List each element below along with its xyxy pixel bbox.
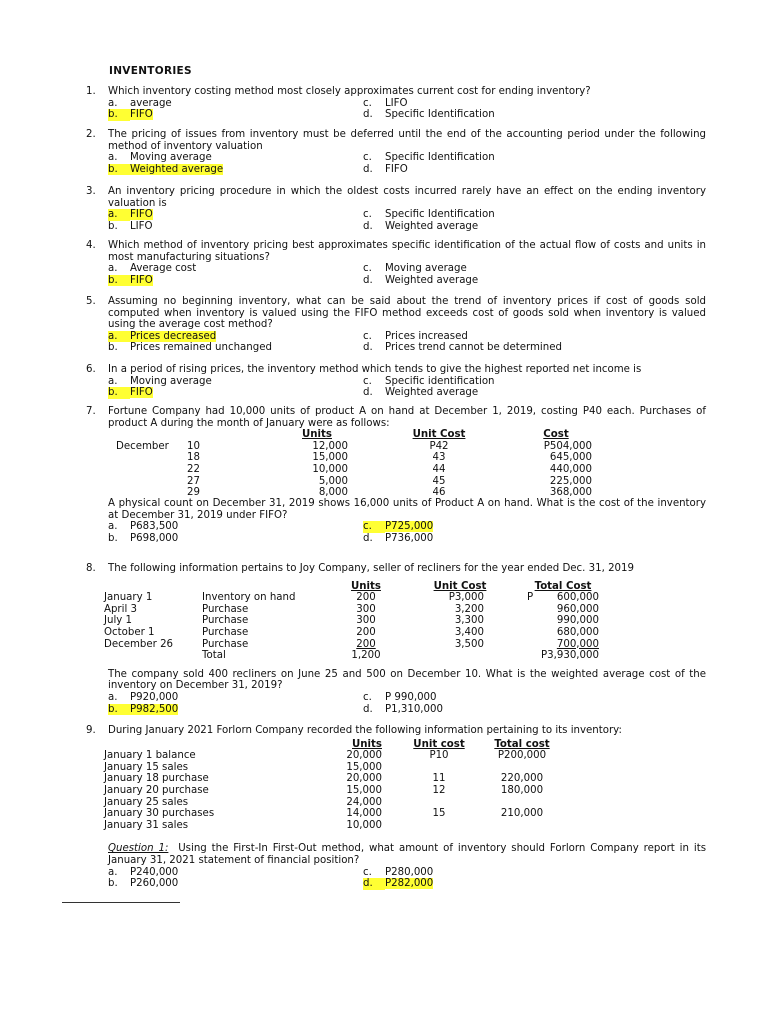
answer-option	[108, 867, 178, 879]
table-header	[108, 429, 706, 441]
row-description: Purchase	[202, 626, 249, 638]
table-row	[104, 773, 706, 785]
row-total-cost: 960,000	[556, 603, 599, 615]
question-number: 3.	[86, 186, 96, 197]
row-unit-cost: 12	[432, 784, 446, 796]
option-text: Moving average	[385, 263, 467, 275]
row-units: 12,000	[312, 440, 348, 452]
header-unit-cost: Unit cost	[413, 738, 465, 750]
option-letter: c.	[363, 866, 372, 878]
table-row	[108, 441, 706, 453]
option-text-highlighted: FIFO	[130, 387, 153, 399]
answer-option	[108, 878, 178, 890]
row-cost: 368,000	[549, 487, 592, 499]
row-units: 5,000	[318, 475, 348, 487]
row-day: 29	[187, 487, 200, 499]
option-letter: b.	[108, 704, 130, 716]
answer-option	[363, 692, 437, 704]
table-header	[104, 581, 706, 593]
answer-option	[363, 109, 495, 121]
row-total-cost: 180,000	[500, 784, 544, 796]
option-letter: b.	[108, 342, 118, 354]
answer-option	[363, 331, 468, 343]
options-row	[108, 533, 706, 545]
row-unit-cost: 15	[432, 808, 446, 820]
question-number: 7.	[86, 406, 96, 417]
table-row	[104, 750, 706, 762]
options-row	[108, 275, 706, 287]
options-row	[108, 98, 706, 110]
option-letter: c.	[363, 263, 372, 275]
row-total-cost: 700,000	[556, 638, 599, 650]
option-letter: d.	[363, 342, 373, 354]
option-letter: a.	[108, 866, 118, 878]
row-description: Inventory on hand	[202, 592, 296, 604]
option-letter: c.	[363, 330, 372, 342]
answer-option	[108, 704, 178, 716]
question-9	[86, 725, 706, 890]
option-letter: a.	[108, 521, 118, 533]
answer-option	[108, 221, 153, 233]
option-letter: c.	[363, 375, 372, 387]
row-unit-cost: P3,000	[448, 592, 484, 604]
answer-option	[363, 221, 478, 233]
forlorn-inventory-table	[104, 739, 706, 832]
option-letter: b.	[108, 878, 118, 890]
row-label: January 20 purchase	[104, 784, 209, 796]
sub-question-label: Question 1:	[108, 843, 169, 855]
row-units: 24,000	[346, 796, 382, 808]
header-unit-cost: Unit Cost	[433, 580, 487, 592]
option-text-highlighted: FIFO	[130, 209, 153, 221]
header-total-cost: Total cost	[494, 738, 550, 750]
option-letter: d.	[363, 163, 373, 175]
option-letter: b.	[108, 164, 130, 176]
row-label: January 25 sales	[104, 796, 189, 808]
question-text: Which method of inventory pricing best approximates specific identification of the actual flow of costs and units in most manufacturing situations?	[108, 240, 706, 263]
option-letter: a.	[108, 97, 118, 109]
table-row	[104, 604, 706, 616]
options-row	[108, 376, 706, 388]
option-letter: a.	[108, 152, 118, 164]
answer-option	[363, 275, 478, 287]
row-unit-cost: P42	[429, 440, 449, 452]
question-text: The company sold 400 recliners on June 25 and 500 on December 10. What is the weighted average cost of the inventory on December 31, 2019?	[108, 668, 706, 692]
row-units: 200	[356, 626, 376, 638]
row-units: 8,000	[318, 487, 348, 499]
answer-option	[108, 387, 153, 399]
table-row	[108, 452, 706, 464]
question-number: 5.	[86, 296, 96, 307]
question-text: Fortune Company had 10,000 units of product A on hand at December 1, 2019, costing P40 each. Purchases of product A during the month of January were as follows:	[108, 406, 706, 429]
question-5	[86, 296, 706, 354]
table-row	[108, 476, 706, 488]
option-text: Specific Identification	[385, 152, 495, 164]
row-day: 22	[187, 463, 200, 475]
option-text: Prices remained unchanged	[130, 342, 272, 354]
answer-option	[363, 164, 408, 176]
answer-option	[108, 164, 223, 176]
answer-option	[363, 342, 562, 354]
row-date: January 1	[104, 592, 153, 604]
options-row	[108, 521, 706, 533]
table-row	[104, 592, 706, 604]
option-letter: a.	[108, 209, 130, 221]
row-cost: 440,000	[549, 463, 592, 475]
options-row	[108, 692, 706, 704]
option-text: P280,000	[385, 866, 434, 878]
option-text: P736,000	[385, 532, 434, 544]
row-day: 10	[187, 440, 200, 452]
row-cost: 645,000	[549, 452, 592, 464]
question-3	[86, 186, 706, 232]
row-unit-cost: 3,200	[454, 603, 484, 615]
option-text: P1,310,000	[385, 703, 443, 715]
recliners-table	[104, 581, 706, 662]
option-letter: a.	[108, 375, 118, 387]
footnote-separator	[62, 902, 180, 903]
row-unit-cost: 11	[432, 773, 446, 785]
table-row	[104, 808, 706, 820]
row-date: December 26	[104, 638, 174, 650]
option-text: Specific Identification	[385, 209, 495, 221]
option-letter: a.	[108, 263, 118, 275]
options-row	[108, 867, 706, 879]
row-total-cost: 600,000	[556, 592, 599, 604]
row-label: January 31 sales	[104, 819, 189, 831]
options-row	[108, 704, 706, 716]
header-unit-cost: Unit Cost	[412, 429, 466, 441]
question-text: Assuming no beginning inventory, what can be said about the trend of inventory prices if cost of goods sold computed when inventory is valued using the FIFO method exceeds cost of goods sold when inventory is valued using the average cost method?	[108, 296, 706, 331]
option-text: Moving average	[130, 375, 212, 387]
option-text: Moving average	[130, 152, 212, 164]
row-units: 10,000	[312, 463, 348, 475]
answer-option	[108, 342, 272, 354]
option-text: P240,000	[130, 866, 179, 878]
options-row	[108, 221, 706, 233]
option-text: Weighted average	[385, 274, 479, 286]
row-label: January 30 purchases	[104, 808, 215, 820]
option-letter: b.	[108, 275, 130, 287]
option-letter: c.	[363, 152, 372, 164]
question-number: 6.	[86, 364, 96, 375]
options-row	[108, 209, 706, 221]
answer-option	[363, 376, 495, 388]
row-date: July 1	[104, 615, 133, 627]
option-letter: c.	[363, 97, 372, 109]
option-text: FIFO	[385, 163, 408, 175]
row-units: 15,000	[346, 761, 382, 773]
header-units: Units	[351, 580, 381, 592]
row-total-cost: P200,000	[497, 750, 547, 762]
row-unit-cost: 43	[432, 452, 446, 464]
row-total-cost: 680,000	[556, 626, 599, 638]
row-label: January 18 purchase	[104, 773, 209, 785]
option-text: average	[130, 97, 172, 109]
question-text: The pricing of issues from inventory must be deferred until the end of the accounting period under the following method of inventory valuation	[108, 129, 706, 152]
row-label: January 15 sales	[104, 761, 189, 773]
option-letter: b.	[108, 532, 118, 544]
question-text: A physical count on December 31, 2019 shows 16,000 units of Product A on hand. What is the cost of the inventory at December 31, 2019 under FIFO?	[108, 498, 706, 521]
row-date: April 3	[104, 603, 138, 615]
question-text	[108, 843, 706, 866]
answer-option	[108, 263, 196, 275]
question-6	[86, 364, 706, 399]
answer-option	[108, 98, 172, 110]
question-text: An inventory pricing procedure in which the oldest costs incurred rarely have an effect on the ending inventory valuation is	[108, 186, 706, 209]
question-4	[86, 240, 706, 286]
question-7	[86, 406, 706, 545]
option-text-highlighted: FIFO	[130, 274, 153, 286]
option-text-highlighted: P982,500	[130, 703, 179, 715]
option-letter: a.	[108, 331, 130, 343]
question-text: In a period of rising prices, the inventory method which tends to give the highest reported net income is	[108, 364, 642, 375]
row-date: October 1	[104, 626, 155, 638]
option-text: Specific identification	[385, 375, 495, 387]
table-row	[104, 785, 706, 797]
row-unit-cost: 45	[432, 475, 446, 487]
option-text-highlighted: Weighted average	[130, 163, 224, 175]
row-unit-cost: 46	[432, 487, 446, 499]
answer-option	[363, 387, 478, 399]
question-8	[86, 563, 706, 715]
header-cost: Cost	[543, 429, 569, 441]
row-description: Purchase	[202, 603, 249, 615]
answer-option	[108, 521, 178, 533]
option-text: Prices increased	[385, 330, 468, 342]
sub-question-text: Using the First-In First-Out method, what amount of inventory should Forlorn Company report in its January 31, 2021 statement of financial position?	[108, 843, 707, 866]
row-total-cost: 220,000	[500, 773, 544, 785]
row-day: 18	[187, 452, 200, 464]
row-cost: P504,000	[543, 440, 592, 452]
table-row	[104, 820, 706, 832]
option-letter: b.	[108, 109, 130, 121]
answer-option	[363, 152, 495, 164]
question-2	[86, 129, 706, 175]
option-text: P260,000	[130, 878, 179, 890]
option-letter: c.	[363, 521, 385, 533]
option-letter: d.	[363, 387, 373, 399]
answer-option	[363, 209, 495, 221]
row-units: 300	[356, 615, 376, 627]
options-row	[108, 164, 706, 176]
row-month: December	[116, 440, 169, 452]
question-text: The following information pertains to Joy Company, seller of recliners for the year ended Dec. 31, 2019	[108, 563, 634, 574]
answer-option	[363, 521, 433, 533]
total-label: Total	[202, 650, 226, 662]
header-total-cost: Total Cost	[534, 580, 592, 592]
row-unit-cost: P10	[429, 750, 449, 762]
answer-option	[363, 878, 433, 890]
row-unit-cost: 3,400	[454, 626, 484, 638]
answer-option	[363, 533, 433, 545]
options-row	[108, 152, 706, 164]
options-row	[108, 109, 706, 121]
option-text: LIFO	[130, 220, 153, 232]
option-letter: d.	[363, 878, 385, 890]
document-title: INVENTORIES	[109, 65, 192, 77]
option-text-highlighted: FIFO	[130, 109, 153, 121]
answer-option	[108, 331, 216, 343]
table-total-row	[104, 650, 706, 662]
option-text: Prices trend cannot be determined	[385, 342, 562, 354]
answer-option	[363, 263, 467, 275]
option-letter: d.	[363, 703, 373, 715]
table-row	[104, 627, 706, 639]
table-row	[104, 762, 706, 774]
options-row	[108, 387, 706, 399]
table-row	[108, 464, 706, 476]
option-letter: c.	[363, 209, 372, 221]
row-label: January 1 balance	[104, 750, 196, 762]
question-number: 8.	[86, 563, 96, 574]
row-total-cost: 990,000	[556, 615, 599, 627]
options-row	[108, 263, 706, 275]
table-row	[104, 639, 706, 651]
row-units: 10,000	[346, 819, 382, 831]
row-description: Purchase	[202, 638, 249, 650]
option-text: Specific Identification	[385, 109, 495, 121]
option-text: LIFO	[385, 97, 408, 109]
row-units: 300	[356, 603, 376, 615]
question-text: Which inventory costing method most closely approximates current cost for ending inventory?	[108, 86, 591, 97]
option-text: P 990,000	[385, 691, 437, 703]
option-text: Average cost	[130, 263, 197, 275]
question-number: 9.	[86, 725, 96, 736]
answer-option	[108, 692, 178, 704]
option-letter: a.	[108, 691, 118, 703]
answer-option	[363, 867, 433, 879]
option-text: Weighted average	[385, 387, 479, 399]
question-text: During January 2021 Forlorn Company recorded the following information pertaining to its inventory:	[108, 725, 622, 736]
row-units: 200	[356, 638, 376, 650]
option-letter: b.	[108, 387, 130, 399]
total-units: 1,200	[351, 650, 381, 662]
answer-option	[363, 98, 408, 110]
row-units: 15,000	[346, 784, 382, 796]
row-units: 20,000	[346, 773, 382, 785]
option-letter: d.	[363, 109, 373, 121]
option-text: P920,000	[130, 691, 179, 703]
option-text-highlighted: Prices decreased	[130, 330, 217, 342]
options-row	[108, 342, 706, 354]
row-total-cost: 210,000	[500, 808, 544, 820]
header-units: Units	[302, 429, 332, 441]
option-text-highlighted: P282,000	[385, 878, 434, 890]
option-text: P698,000	[130, 532, 179, 544]
purchases-table	[108, 429, 706, 498]
options-row	[108, 331, 706, 343]
row-cost: 225,000	[549, 475, 592, 487]
answer-option	[108, 376, 212, 388]
answer-option	[363, 704, 443, 716]
row-units: 20,000	[346, 750, 382, 762]
question-number: 4.	[86, 240, 96, 251]
table-row	[104, 615, 706, 627]
option-text: Weighted average	[385, 220, 479, 232]
row-description: Purchase	[202, 615, 249, 627]
total-cost: P3,930,000	[541, 650, 599, 662]
question-1	[86, 86, 706, 121]
answer-option	[108, 275, 153, 287]
row-unit-cost: 3,300	[454, 615, 484, 627]
answer-option	[108, 152, 212, 164]
option-letter: b.	[108, 220, 118, 232]
option-text: P683,500	[130, 521, 179, 533]
table-row	[108, 487, 706, 499]
question-number: 1.	[86, 86, 96, 97]
row-day: 27	[187, 475, 200, 487]
answer-option	[108, 109, 153, 121]
option-text-highlighted: P725,000	[385, 521, 434, 533]
row-units: 14,000	[346, 808, 382, 820]
row-unit-cost: 44	[432, 463, 446, 475]
answer-option	[108, 533, 178, 545]
options-row	[108, 878, 706, 890]
table-row	[104, 797, 706, 809]
option-letter: d.	[363, 532, 373, 544]
answer-option	[108, 209, 153, 221]
table-header	[104, 739, 706, 751]
row-peso-sign: P	[527, 592, 534, 604]
option-letter: c.	[363, 691, 372, 703]
option-letter: d.	[363, 274, 373, 286]
row-unit-cost: 3,500	[454, 638, 484, 650]
row-units: 200	[356, 592, 376, 604]
header-units: Units	[352, 738, 382, 750]
question-number: 2.	[86, 129, 96, 140]
row-units: 15,000	[312, 452, 348, 464]
option-letter: d.	[363, 220, 373, 232]
